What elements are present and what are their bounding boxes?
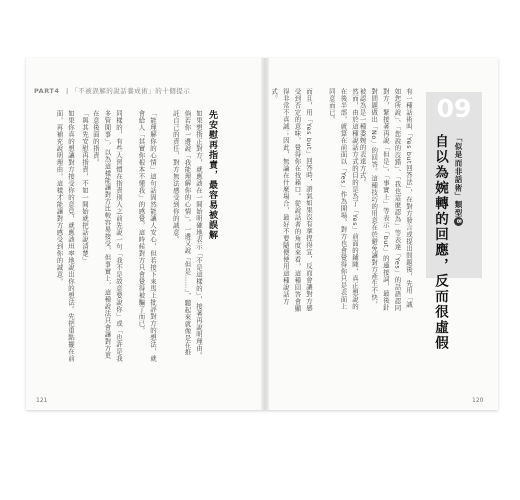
running-head-part: PART4 [34,87,60,95]
left-page-highlight: 「與其先安慰再指責，不如一開始就把話說清楚」 [81,110,89,264]
running-head [34,86,190,95]
page-number-left: 121 [36,397,48,404]
chapter-sub-label [453,134,464,226]
left-page-paragraph: 同樣的，有些人習慣在指責別人之前先說一句「我不是故意要說你」或「也許是我多管閒事」，以為這樣能讓對方比較容易接受，但事實上，這種說法只會讓對方更在意後面的指責。 [91,110,123,362]
left-page-paragraph: 如果想指正對方，就應該在一開始明確地表示「不是這樣的」，接著再說明理由。倘若你一邊說「我能理解你的心情」，一邊又說「但是……」，聽起來就像是在推託自己的責任，對方無法感受到你的誠意。 [171,110,203,359]
chapter-number: 09 [436,94,472,123]
chapter-sub-label-text: 「似是而非話術」類型 [454,134,463,217]
left-page-paragraph: 「能理解你的心情」這句話固然能讓人安心，但若接下來馬上批評對方的想法，就會給人「其實你根本不懂我」的感覺，這時候對方只會覺得被騙了而已。 [137,110,157,362]
right-page-paragraph: 而且，用「Yes but」回答時，語氣如果沒有拿捏得宜，反而會讓對方感受到否定的意味，覺得你在找藉口。從說話者的角度來看，這種回答會顯得非常不真誠；因此，無論在什麼場合，最好不要隨便使用這種說話方式。 [270,88,313,312]
section-heading: 先安慰再指責，最容易被誤解 [207,110,217,240]
chapter-title-part1: 自以為婉轉的回應， [432,134,448,274]
page-number-right: 120 [472,397,484,404]
running-head-title: 「不被誤解的說話養成術」的十個提示 [71,87,191,95]
right-page-paragraph: 有一種話術叫「Yes but回答法」，在對方發言或提出問題後，先用「誠如您所說」、「您說的沒錯」、「我也這麼認為」等表達「Yes」的話語認同對方，緊接著再說「但是」、「事實上」等表示「but」的連接詞，最後針對問題做出「No」的回答。這種技巧的用意在於避免讓對方產生不快，被認為是一種委婉的表達方式。 [358,88,413,312]
running-head-separator: | [65,87,69,95]
left-page-paragraph: 如果你真的想讓對方接受你的意見，就應該坦率地說出你的想法。先把重點擺在前面，再補充說明理由，這樣才能讓對方感受到你的誠意。 [55,110,75,362]
chapter-title-part2: 反而很虛假 [432,273,448,351]
chapter-title [430,134,450,351]
chapter-sub-index: 8 [454,217,463,226]
right-page-paragraph: 然而，由於這種說話方式的目的是為了「Yes」前面的鋪陳，真正想說的在後半部，就算在前面以「Yes」作為開場，對方也會覺得你只是表面上同意而已。 [327,88,359,311]
